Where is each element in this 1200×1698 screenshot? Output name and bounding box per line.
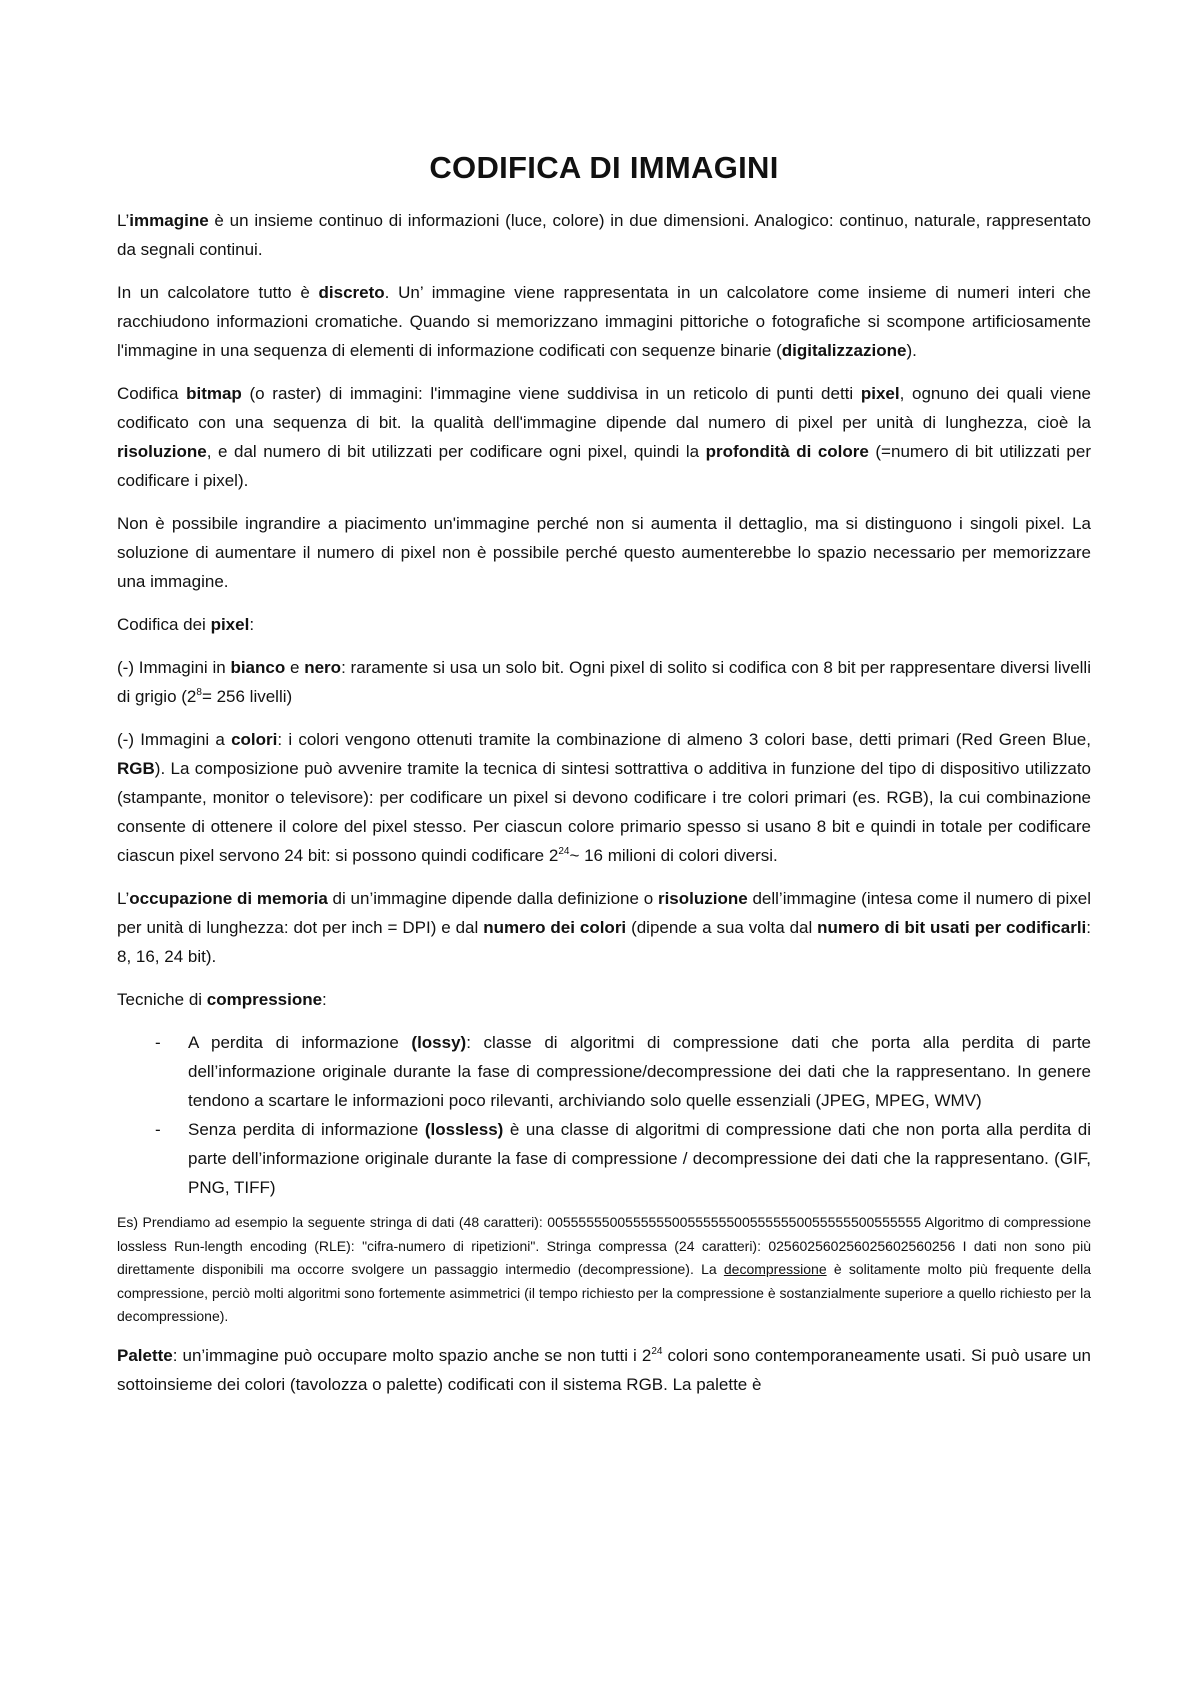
paragraph-immagine: L’immagine è un insieme continuo di informazioni (luce, colore) in due dimensioni. Analogico: continuo, naturale, rappresentato da segnali continui.	[117, 211, 1091, 259]
paragraph-colori: (-) Immagini a colori: i colori vengono ottenuti tramite la combinazione di almeno 3 colori base, detti primari (Red Green Blue, RGB). La composizione può avvenire tramite la tecnica di sintesi sottrattiva o additiva in funzione del tipo di dispositivo utilizzato (stampante, monitor o televisore): per codificare un pixel si devono codificare i tre colori primari (es. RGB), la cui combinazione consente di ottenere il colore del pixel stesso. Per ciascun colore primario spesso si usano 8 bit e quindi in totale per codificare ciascun pixel servono 24 bit: si possono quindi codificare $2^{24}\sim$ 16 milioni di colori diversi.	[117, 730, 1091, 865]
list-item-lossless: - Senza perdita di informazione (lossless) è una classe di algoritmi di compressione dati che non porta alla perdita di parte dell’informazione originale durante la fase di compressione / decompressione dei dati che la rappresentano. (GIF, PNG, TIFF)	[117, 1115, 1091, 1202]
compression-list	[117, 1028, 1091, 1202]
paragraph-occupazione-memoria: L’occupazione di memoria di un’immagine dipende dalla definizione o risoluzione dell’immagine (intesa come il numero di pixel per unità di lunghezza: dot per inch = DPI) e dal numero dei colori (dipende a sua volta dal numero di bit usati per codificarli: 8, 16, 24 bit).	[117, 889, 1092, 966]
page-title: CODIFICA DI IMMAGINI	[429, 150, 779, 185]
paragraph-tecniche-compressione: Tecniche di compressione:	[117, 990, 327, 1009]
paragraph-codifica-pixel: Codifica dei pixel:	[117, 615, 255, 634]
paragraph-palette: Palette: un’immagine può occupare molto spazio anche se non tutti i $2^{24}$ colori sono contemporaneamente usati. Si può usare un sottoinsieme dei colori (tavolozza o palette) codificati con il sistema RGB. La palette è	[117, 1345, 1091, 1394]
dash-bullet: -	[155, 1120, 161, 1139]
list-item-lossy: - A perdita di informazione (lossy): classe di algoritmi di compressione dati che porta alla perdita di parte dell’informazione originale durante la fase di compressione/decompressione dei dati che la rappresentano. In genere tendono a scartare le informazioni poco rilevanti, archiviando solo quelle essenziali (JPEG, MPEG, WMV)	[117, 1028, 1091, 1115]
paragraph-bitmap: Codifica bitmap (o raster) di immagini: l'immagine viene suddivisa in un reticolo di punti detti pixel, ognuno dei quali viene codificato con una sequenza di bit. la qualità dell'immagine dipende dal numero di pixel per unità di lunghezza, cioè la risoluzione, e dal numero di bit utilizzati per codificare ogni pixel, quindi la profondità di colore (=numero di bit utilizzati per codificare i pixel).	[117, 384, 1091, 490]
dash-bullet: -	[155, 1033, 161, 1052]
paragraph-ingrandire: Non è possibile ingrandire a piacimento un'immagine perché non si aumenta il dettaglio, ma si distinguono i singoli pixel. La soluzione di aumentare il numero di pixel non è possibile perché questo aumenterebbe lo spazio necessario per memorizzare una immagine.	[117, 514, 1091, 591]
paragraph-discreto: In un calcolatore tutto è discreto. Un’ immagine viene rappresentata in un calcolatore come insieme di numeri interi che racchiudono informazioni cromatiche. Quando si memorizzano immagini pittoriche o fotografiche si scompone artificiosamente l'immagine in una sequenza di elementi di informazione codificati con sequenze binarie (digitalizzazione).	[117, 283, 1091, 360]
paragraph-esempio-rle: Es) Prendiamo ad esempio la seguente stringa di dati (48 caratteri): 005555550055555500555555005555550055555500555555 Algoritmo di compressione lossless Run-length encoding (RLE): "cifra-numero di ripetizioni". Stringa compressa (24 caratteri): 025602560256025602560256 I dati non sono più direttamente disponibili ma occorre svolgere un passaggio intermedio (decompressione). La decompressione è solitamente molto più frequente della compressione, perciò molti algoritmi sono fortemente asimmetrici (il tempo richiesto per la compressione è sostanzialmente superiore a quello richiesto per la decompressione).	[117, 1214, 1091, 1324]
paragraph-bianco-nero: (-) Immagini in bianco e nero: raramente si usa un solo bit. Ogni pixel di solito si codifica con 8 bit per rappresentare diversi livelli di grigio ($2^8= 256$ livelli)	[117, 658, 1091, 706]
document-page	[117, 150, 1091, 1413]
